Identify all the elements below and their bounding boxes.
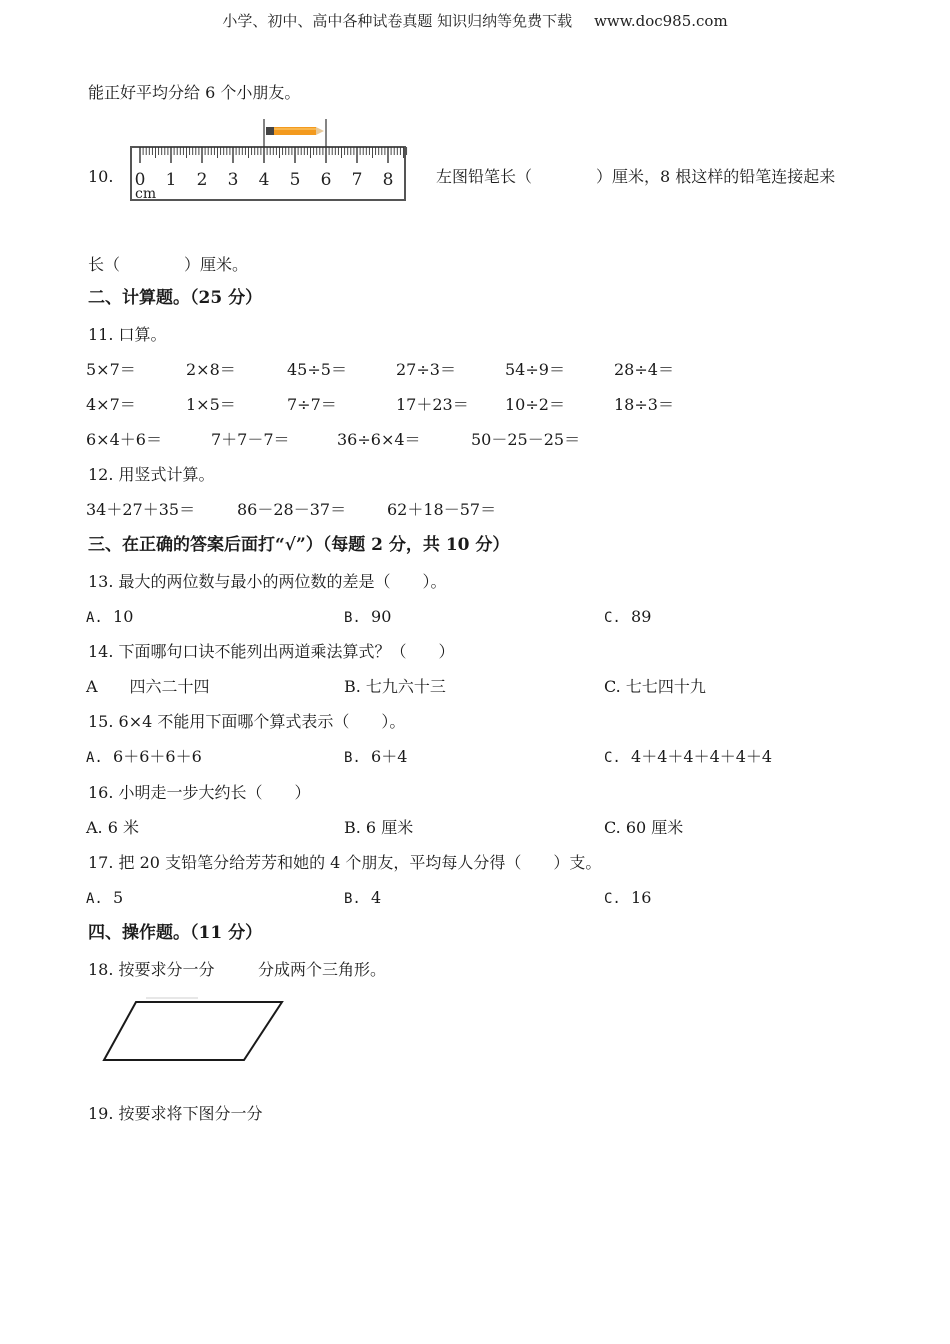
q17-option-a[interactable]: [86, 890, 123, 906]
calc-item: 45÷5＝: [287, 360, 347, 379]
calc-item: 1×5＝: [186, 395, 236, 414]
option-letter: B.: [344, 750, 361, 766]
ruler-label: 5: [289, 170, 301, 190]
option-letter: A.: [86, 610, 103, 626]
option-text: 6＋6＋6＋6: [113, 747, 202, 766]
q10-text-a: 左图铅笔长（ ）厘米，8 根这样的铅笔连接起来: [436, 167, 836, 186]
parallelogram-shape: [104, 1002, 282, 1060]
ruler-label: 3: [227, 170, 239, 190]
q17-option-c[interactable]: [604, 890, 651, 906]
q15-stem: 15. 6×4 不能用下面哪个算式表示（ ）。: [88, 712, 406, 731]
q15-option-b[interactable]: [344, 749, 407, 765]
q19-stem: 19. 按要求将下图分一分: [88, 1104, 263, 1123]
q14-option-c[interactable]: C. 七七四十九: [604, 677, 706, 696]
section-2-title: 二、计算题。（25 分）: [88, 288, 263, 308]
q13-option-b[interactable]: [344, 609, 391, 625]
calc-item: 7＋7－7＝: [211, 430, 290, 449]
page-header: [0, 14, 950, 29]
option-letter: A.: [86, 750, 103, 766]
ruler-label: 6: [320, 170, 332, 190]
calc-item: 18÷3＝: [614, 395, 674, 414]
option-text: 90: [371, 607, 392, 626]
calc-item: 50－25－25＝: [471, 430, 581, 449]
ruler-label: 2: [196, 170, 208, 190]
option-letter: C.: [604, 891, 621, 907]
option-text: 6＋4: [371, 747, 408, 766]
pencil-eraser-icon: [266, 127, 274, 135]
calc-item: 2×8＝: [186, 360, 236, 379]
ruler-label: 7: [351, 170, 363, 190]
q10-text-b: 长（ ）厘米。: [88, 255, 249, 274]
option-text: 89: [631, 607, 652, 626]
q13-stem: 13. 最大的两位数与最小的两位数的差是（ ）。: [88, 572, 447, 591]
ruler-label: 4: [258, 170, 270, 190]
q12-title: 12. 用竖式计算。: [88, 465, 215, 484]
calc-item: 54÷9＝: [505, 360, 565, 379]
option-text: 4: [371, 888, 382, 907]
section-4-title: 四、操作题。（11 分）: [88, 923, 263, 943]
ruler-label: 1: [165, 170, 177, 190]
q16-option-c[interactable]: C. 60 厘米: [604, 818, 684, 837]
q16-option-a[interactable]: A. 6 米: [86, 818, 139, 837]
calc-item: 7÷7＝: [287, 395, 337, 414]
q17-option-b[interactable]: [344, 890, 381, 906]
ruler-figure: [130, 117, 408, 203]
ruler-unit-label: cm: [135, 186, 157, 202]
q14-option-a[interactable]: A 四六二十四: [86, 677, 210, 696]
ruler-illustration: [130, 117, 408, 203]
q13-option-a[interactable]: [86, 609, 133, 625]
option-text: 4＋4＋4＋4＋4＋4: [631, 747, 773, 766]
calc-item: 27÷3＝: [396, 360, 456, 379]
calc-item: 36÷6×4＝: [337, 430, 421, 449]
pencil-tip-icon: [316, 127, 324, 135]
calc-item: 10÷2＝: [505, 395, 565, 414]
q14-stem: 14. 下面哪句口诀不能列出两道乘法算式？（ ）: [88, 642, 455, 661]
option-letter: B.: [344, 610, 361, 626]
q16-stem: 16. 小明走一步大约长（ ）: [88, 783, 311, 802]
q17-stem: 17. 把 20 支铅笔分给芳芳和她的 4 个朋友，平均每人分得（ ）支。: [88, 853, 602, 872]
vertical-calc-item: 62＋18－57＝: [387, 500, 497, 519]
q15-option-c[interactable]: [604, 749, 772, 765]
q16-option-b[interactable]: B. 6 厘米: [344, 818, 414, 837]
vertical-calc-item: 86－28－37＝: [237, 500, 347, 519]
option-letter: A.: [86, 891, 103, 907]
option-letter: C.: [604, 610, 621, 626]
ruler-label: 8: [382, 170, 394, 190]
q15-option-a[interactable]: [86, 749, 202, 765]
option-text: 5: [113, 888, 124, 907]
ruler-label: 0: [134, 170, 146, 190]
calc-item: 4×7＝: [86, 395, 136, 414]
q14-option-b[interactable]: B. 七九六十三: [344, 677, 446, 696]
option-letter: B.: [344, 891, 361, 907]
q9-tail: 能正好平均分给 6 个小朋友。: [88, 83, 301, 102]
section-3-title: 三、在正确的答案后面打“√”）（每题 2 分，共 10 分）: [88, 535, 510, 555]
calc-item: 28÷4＝: [614, 360, 674, 379]
option-text: 10: [113, 607, 134, 626]
q11-title: 11. 口算。: [88, 325, 167, 344]
calc-item: 17＋23＝: [396, 395, 469, 414]
q18-instruction: 分成两个三角形。: [258, 960, 387, 979]
header-site-link[interactable]: www.doc985.com: [594, 12, 728, 30]
option-text: 16: [631, 888, 652, 907]
pencil-body-icon: [274, 127, 316, 135]
q18-stem: 18. 按要求分一分: [88, 960, 215, 979]
q13-option-c[interactable]: [604, 609, 651, 625]
calc-item: 6×4＋6＝: [86, 430, 162, 449]
q10-number: 10.: [88, 167, 114, 186]
header-text: 小学、初中、高中各种试卷真题 知识归纳等免费下载: [222, 12, 573, 30]
option-letter: C.: [604, 750, 621, 766]
calc-item: 5×7＝: [86, 360, 136, 379]
vertical-calc-item: 34＋27＋35＝: [86, 500, 196, 519]
parallelogram-figure: [98, 994, 290, 1066]
